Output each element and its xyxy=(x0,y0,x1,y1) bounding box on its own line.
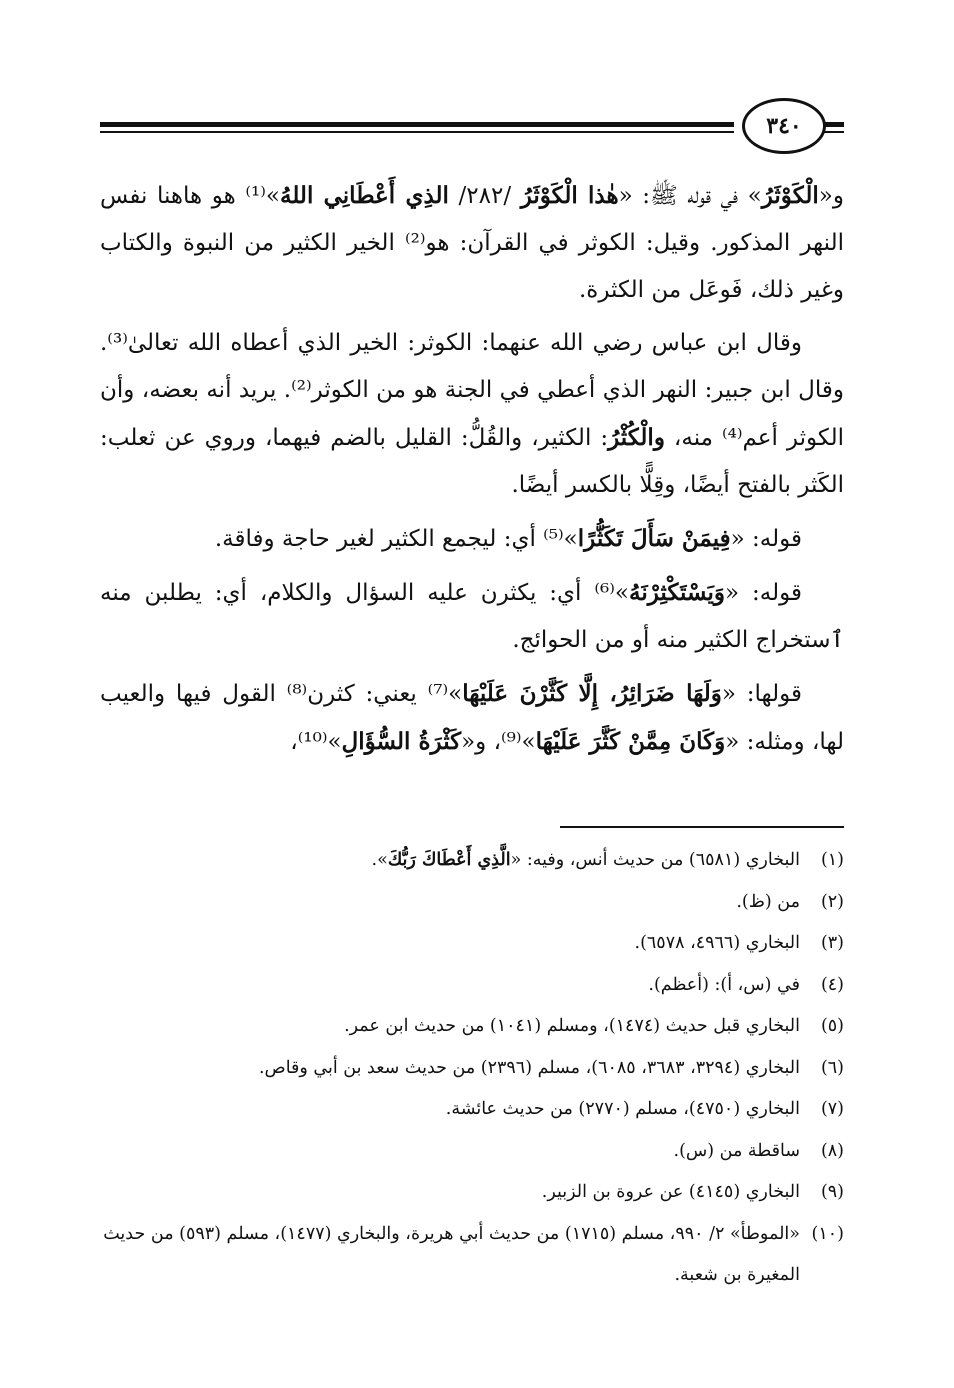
footnote-text: «الموطأ» ٢/ ٩٩٠، مسلم (١٧١٥) من حديث أبي هريرة، والبخاري (١٤٧٧)، مسلم (٥٩٣) من حديث المغيرة بن شعبة. xyxy=(103,1223,800,1285)
footnote-text: من (ظ). xyxy=(736,891,800,912)
footnote-number: (٧) xyxy=(820,1099,844,1119)
footnote-text: البخاري (٤٩٦٦، ٦٥٧٨). xyxy=(634,933,800,953)
footnote-divider xyxy=(560,826,844,828)
p2-text-c: : الكثير، والقُلُّ: القليل بالضم فيهما، وروي عن ثعلب: الكَثر بالفتح أيضًا، وقِلًّا بالكسر أيضًا. xyxy=(100,425,844,498)
header-rule-thick xyxy=(100,122,734,127)
p4-text-a: قوله: « xyxy=(725,580,802,606)
p5-hadith-a: وَلَهَا ضَرَائِرُ، إِلَّا كَثَّرْنَ عَلَيْهَا xyxy=(462,680,722,707)
p5-text-c: »⁽⁷⁾ يعني: كثرن⁽⁸⁾ القول فيها والعيب لها، ومثله: « xyxy=(100,681,844,755)
paragraph-5 xyxy=(100,670,844,766)
p2-text-a: وقال ابن عباس رضي الله عنهما: الكوثر: الخير الذي أعطاه الله تعالىٰ⁽³⁾. وقال ابن جبير: النهر الذي أعطي في الجنة هو من الكوثر⁽²⁾. يريد أنه بعضه، وأن الكوثر أعم⁽⁴⁾ منه، xyxy=(100,330,845,451)
footnote-number: (٣) xyxy=(820,933,844,953)
header-rule-right-thin xyxy=(824,131,844,133)
p5-hadith-c: كَثْرَةُ السُّؤَالِ xyxy=(341,728,462,755)
p5-text-a: قولها: « xyxy=(721,681,802,707)
p3-text-a: قوله: « xyxy=(730,526,802,552)
footnote-text: البخاري (٣٢٩٤، ٣٦٨٣، ٦٠٨٥)، مسلم (٢٣٩٦) من حديث سعد بن أبي وقاص. xyxy=(258,1057,800,1078)
paragraph-1 xyxy=(100,172,844,314)
footnote-text: ساقطة من (س). xyxy=(673,1140,800,1161)
header-rule-right xyxy=(824,122,844,127)
footnote-6 xyxy=(100,1048,844,1090)
p1-text-g: »⁽¹⁾ هو هاهنا نفس النهر المذكور. وقيل: الكوثر في القرآن: هو⁽²⁾ الخير الكثير من النبوة والكتاب وغير ذلك، فَوعَل من الكثرة. xyxy=(100,183,844,303)
footnote-10 xyxy=(100,1214,844,1296)
footnote-text: في (س، أ): (أعظم). xyxy=(648,974,800,995)
fn1-text-a: البخاري (٦٥٨١) من حديث أنس، وفيه: « xyxy=(510,850,800,870)
footnote-number: (١) xyxy=(820,850,844,870)
footnote-number: (٥) xyxy=(820,1016,844,1036)
header-rule-thin xyxy=(100,131,734,133)
p4-hadith: وَيَسْتَكْثِرْنَهُ xyxy=(628,579,726,606)
footnote-number: (١٠) xyxy=(811,1223,844,1244)
p1-quote-kawthar: الْكَوْثَرُ xyxy=(761,182,819,209)
paragraph-3 xyxy=(100,515,844,563)
p1-hadith-a: هٰذا الْكَوْثَرُ xyxy=(520,182,619,209)
footnote-5 xyxy=(100,1006,844,1048)
footnote-7 xyxy=(100,1089,844,1131)
footnote-number: (٨) xyxy=(820,1140,844,1161)
footnote-4 xyxy=(100,965,844,1007)
footnote-8 xyxy=(100,1131,844,1173)
p3-hadith: فِيمَنْ سَأَلَ تَكَثُّرًا xyxy=(577,525,731,552)
p5-text-e: »⁽⁹⁾، و« xyxy=(461,729,536,755)
p1-text-a: و« xyxy=(818,183,844,209)
footnote-2 xyxy=(100,882,844,924)
footnote-text: البخاري (٤٧٥٠)، مسلم (٢٧٧٠) من حديث عائشة. xyxy=(445,1099,800,1119)
footnote-number: (٦) xyxy=(820,1057,844,1078)
footnote-9 xyxy=(100,1172,844,1214)
page-header xyxy=(100,98,844,160)
p1-folio-marker: /٢٨٢/ xyxy=(448,183,521,209)
footnote-text: البخاري (٤١٤٥) عن عروة بن الزبير. xyxy=(541,1182,800,1202)
p1-text-c: » في قوله ﷺ: « xyxy=(618,183,762,209)
paragraph-2 xyxy=(100,320,844,509)
footnote-text xyxy=(100,840,800,882)
p3-text-c: »⁽⁵⁾ أي: ليجمع الكثير لغير حاجة وفاقة. xyxy=(214,526,578,552)
p4-text-c: »⁽⁶⁾ أي: يكثرن عليه السؤال والكلام، أي: يطلبن منه ٱستخراج الكثير منه أو من الحوائج. xyxy=(100,580,844,653)
footnotes xyxy=(100,840,844,1296)
paragraph-4 xyxy=(100,569,844,664)
p2-term: والْكُثْرُ xyxy=(608,424,665,451)
p5-text-g: »⁽¹⁰⁾، xyxy=(290,729,342,755)
main-text xyxy=(100,172,844,772)
footnote-number: (٩) xyxy=(820,1182,844,1202)
footnote-1 xyxy=(100,840,844,882)
fn1-hadith: الَّذِي أَعْطَاكَ رَبُّكَ xyxy=(387,850,511,870)
footnote-number: (٢) xyxy=(820,891,844,912)
footnote-3 xyxy=(100,923,844,965)
footnote-number: (٤) xyxy=(820,974,844,995)
page-number-badge xyxy=(742,98,826,154)
fn1-text-c: ». xyxy=(371,850,388,870)
footnote-text: البخاري قبل حديث (١٤٧٤)، ومسلم (١٠٤١) من حديث ابن عمر. xyxy=(344,1016,800,1036)
page-number: ٣٤٠ xyxy=(766,113,802,139)
p5-hadith-b: وَكَانَ مِمَّنْ كَثَّرَ عَلَيْهَا xyxy=(535,728,726,755)
p1-hadith-b: الذِي أَعْطَانِي اللهُ xyxy=(279,182,449,209)
